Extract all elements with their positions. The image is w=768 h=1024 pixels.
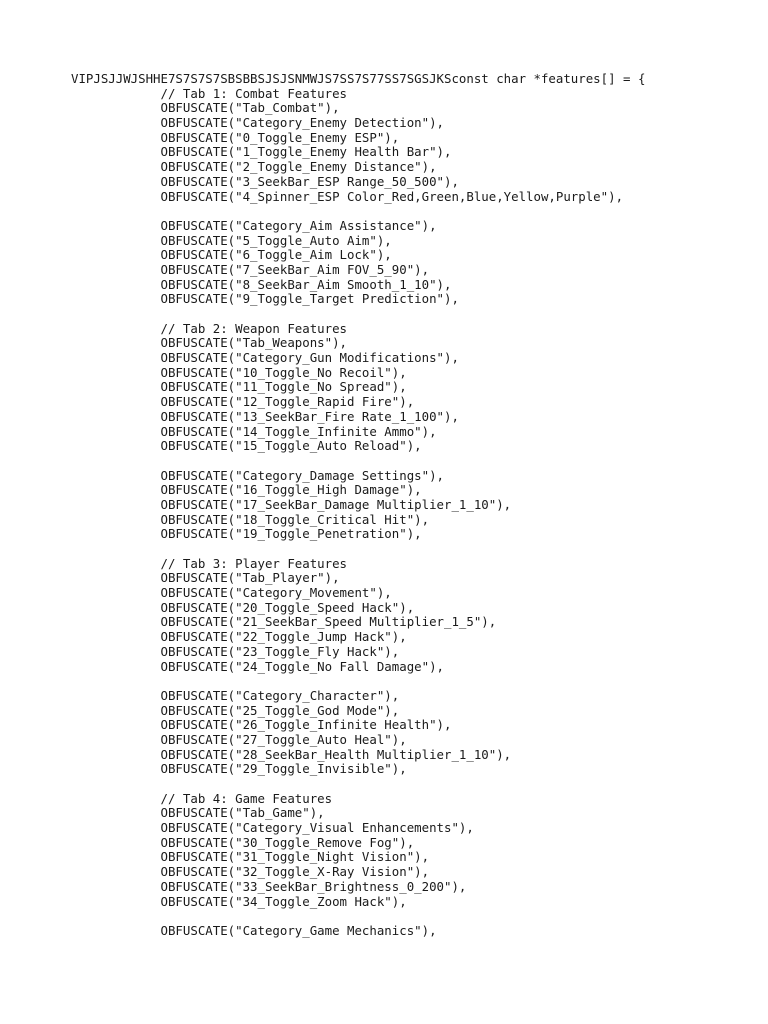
- code-line: OBFUSCATE("23_Toggle_Fly Hack"),: [71, 643, 400, 659]
- code-line: OBFUSCATE("7_SeekBar_Aim FOV_5_90"),: [71, 261, 430, 277]
- code-line: OBFUSCATE("5_Toggle_Auto Aim"),: [71, 232, 392, 248]
- code-line: OBFUSCATE("26_Toggle_Infinite Health"),: [71, 717, 452, 733]
- code-line: OBFUSCATE("0_Toggle_Enemy ESP"),: [71, 129, 400, 145]
- code-line: OBFUSCATE("18_Toggle_Critical Hit"),: [71, 511, 430, 527]
- code-line: [71, 542, 645, 557]
- code-line: // Tab 2: Weapon Features: [71, 320, 348, 336]
- code-line: OBFUSCATE("19_Toggle_Penetration"),: [71, 526, 422, 542]
- code-line: OBFUSCATE("Category_Enemy Detection"),: [71, 115, 444, 131]
- code-listing: [71, 72, 645, 939]
- code-line: OBFUSCATE("31_Toggle_Night Vision"),: [71, 849, 430, 865]
- code-line: OBFUSCATE("1_Toggle_Enemy Health Bar"),: [71, 144, 452, 160]
- code-line: OBFUSCATE("28_SeekBar_Health Multiplier_1_10"),: [71, 746, 512, 762]
- code-line: OBFUSCATE("10_Toggle_No Recoil"),: [71, 364, 407, 380]
- code-line: OBFUSCATE("Tab_Combat"),: [71, 100, 340, 116]
- code-line: OBFUSCATE("17_SeekBar_Damage Multiplier_1_10"),: [71, 496, 512, 512]
- code-line: OBFUSCATE("Category_Character"),: [71, 687, 400, 703]
- code-line: OBFUSCATE("Category_Movement"),: [71, 585, 392, 601]
- code-line: // Tab 3: Player Features: [71, 555, 348, 571]
- code-line: OBFUSCATE("Tab_Game"),: [71, 805, 325, 821]
- code-line: // Tab 1: Combat Features: [71, 85, 348, 101]
- code-line: OBFUSCATE("Category_Gun Modifications"),: [71, 350, 459, 366]
- code-line: OBFUSCATE("Category_Game Mechanics"),: [71, 922, 437, 938]
- code-line: OBFUSCATE("27_Toggle_Auto Heal"),: [71, 731, 407, 747]
- code-line: OBFUSCATE("33_SeekBar_Brightness_0_200"),: [71, 878, 467, 894]
- code-line: OBFUSCATE("Tab_Player"),: [71, 570, 340, 586]
- code-line: VIPJSJJWJSHHE7S7S7S7SBSBBSJSJSNMWJS7SS7S77SS7SGSJKSconst char *features[] = {: [71, 71, 646, 86]
- code-line: OBFUSCATE("16_Toggle_High Damage"),: [71, 482, 422, 498]
- code-line: [71, 777, 645, 792]
- code-line: OBFUSCATE("Category_Damage Settings"),: [71, 467, 444, 483]
- code-line: OBFUSCATE("12_Toggle_Rapid Fire"),: [71, 394, 415, 410]
- code-line: [71, 454, 645, 469]
- code-line: [71, 204, 645, 219]
- code-line: OBFUSCATE("22_Toggle_Jump Hack"),: [71, 629, 407, 645]
- code-line: [71, 307, 645, 322]
- code-line: [71, 674, 645, 689]
- code-line: OBFUSCATE("24_Toggle_No Fall Damage"),: [71, 658, 444, 674]
- code-line: OBFUSCATE("Category_Aim Assistance"),: [71, 217, 437, 233]
- code-line: OBFUSCATE("2_Toggle_Enemy Distance"),: [71, 159, 437, 175]
- code-line: OBFUSCATE("Tab_Weapons"),: [71, 335, 348, 351]
- code-line: OBFUSCATE("34_Toggle_Zoom Hack"),: [71, 893, 407, 909]
- code-line: OBFUSCATE("11_Toggle_No Spread"),: [71, 379, 407, 395]
- code-line: OBFUSCATE("32_Toggle_X-Ray Vision"),: [71, 864, 430, 880]
- code-line: OBFUSCATE("15_Toggle_Auto Reload"),: [71, 438, 422, 454]
- code-line: // Tab 4: Game Features: [71, 790, 333, 806]
- code-line: OBFUSCATE("9_Toggle_Target Prediction"),: [71, 291, 459, 307]
- code-line: OBFUSCATE("14_Toggle_Infinite Ammo"),: [71, 423, 437, 439]
- code-line: OBFUSCATE("Category_Visual Enhancements"),: [71, 820, 474, 836]
- code-line: OBFUSCATE("13_SeekBar_Fire Rate_1_100"),: [71, 408, 459, 424]
- code-line: OBFUSCATE("25_Toggle_God Mode"),: [71, 702, 400, 718]
- code-line: OBFUSCATE("8_SeekBar_Aim Smooth_1_10"),: [71, 276, 452, 292]
- code-line: OBFUSCATE("20_Toggle_Speed Hack"),: [71, 599, 415, 615]
- code-line: OBFUSCATE("21_SeekBar_Speed Multiplier_1_5"),: [71, 614, 497, 630]
- code-line: OBFUSCATE("30_Toggle_Remove Fog"),: [71, 834, 415, 850]
- code-line: OBFUSCATE("6_Toggle_Aim Lock"),: [71, 247, 392, 263]
- code-line: OBFUSCATE("29_Toggle_Invisible"),: [71, 761, 407, 777]
- code-line: OBFUSCATE("4_Spinner_ESP Color_Red,Green,Blue,Yellow,Purple"),: [71, 188, 624, 204]
- code-line: OBFUSCATE("3_SeekBar_ESP Range_50_500"),: [71, 173, 459, 189]
- code-line: [71, 909, 645, 924]
